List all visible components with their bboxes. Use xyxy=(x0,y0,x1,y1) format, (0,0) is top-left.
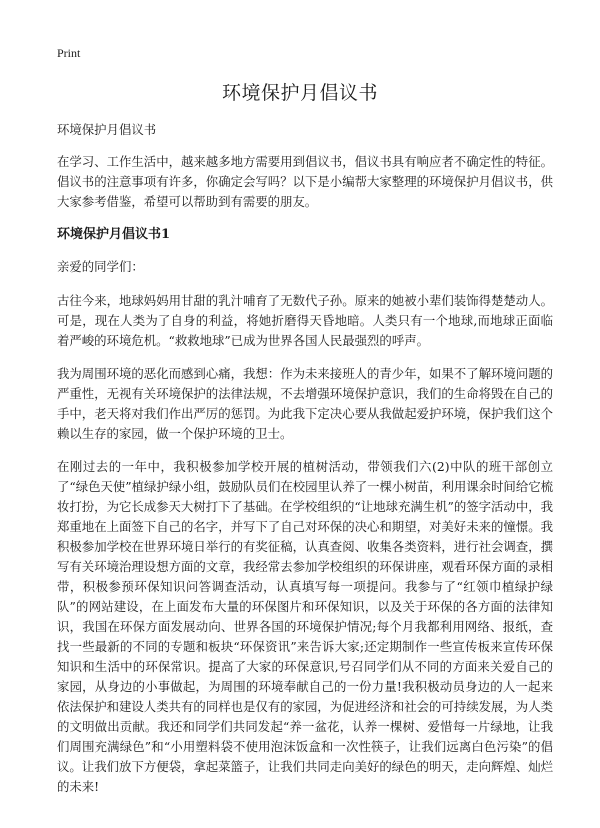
body-paragraph: 在刚过去的一年中，我积极参加学校开展的植树活动，带领我们六(2)中队的班干部创立了“绿色天使”植绿护绿小组，鼓励队员们在校园里认养了一棵小树苗，利用课余时间给它梳妆打扮，为它长成参天大树打下了基础。在学校组织的“让地球充满生机”的签字活动中，我郑重地在上面签下自己的名字，并写下了自己对环保的决心和期望，对美好未来的憧憬。我积极参加学校在世界环境日举行的有奖征稿，认真查阅、收集各类资料，进行社会调查，撰写有关环境治理设想方面的文章，我经常去参加学校组织的环保讲座，观看环保方面的录相带，积极参预环保知识问答调查活动，认真填写每一项提问。我参与了“红领巾植绿护绿队”的网站建设，在上面发布大量的环保图片和环保知识，以及关于环保的各方面的法律知识，我国在环保方面发展动向、世界各国的环境保护情况;每个月我都利用网络、报纸，查找一些最新的不同的专题和板块“环保资讯”来告诉大家;还定期制作一些宣传板来宣传环保知识和生活中的环保常识。提高了大家的环保意识,号召同学们从不同的方面来关爱自己的家园，从身边的小事做起，为周围的环境奉献自己的一份力量!我积极动员身边的人一起来依法保护和建设人类共有的同样也是仅有的家园，为促进经济和社会的可持续发展，为人类的文明做出贡献。我还和同学们共同发起“养一盆花，认养一棵树、爱惜每一片绿地，让我们周围充满绿色”和“小用塑料袋不使用泡沫饭盒和一次性筷子，让我们远离白色污染”的倡议。让我们放下方便袋，拿起菜篮子，让我们共同走向美好的绿色的明天，走向辉煌、灿烂的未来! xyxy=(57,459,553,794)
document-title: 环境保护月倡议书 xyxy=(221,82,378,104)
greeting: 亲爱的同学们： xyxy=(57,259,144,274)
body-paragraph: 古往今来，地球妈妈用甘甜的乳汁哺育了无数代子孙。原来的她被小辈们装饰得楚楚动人。可是，现在人类为了自身的利益，将她折磨得天昏地暗。人类只有一个地球,而地球正面临着严峻的环境危机。“救救地球”已成为世界各国人民最强烈的呼声。 xyxy=(57,293,553,348)
section-heading: 环境保护月倡议书1 xyxy=(57,227,171,242)
intro-paragraph: 在学习、工作生活中，越来越多地方需要用到倡议书，倡议书具有响应者不确定性的特征。倡议书的注意事项有许多，你确定会写吗？以下是小编帮大家整理的环境保护月倡议书，供大家参考借鉴，希望可以帮助到有需要的朋友。 xyxy=(57,154,553,209)
body-paragraph: 我为周围环境的恶化而感到心痛，我想：作为未来接班人的青少年，如果不了解环境问题的严重性，无视有关环境保护的法律法规，不去增强环境保护意识，我们的生命将毁在自己的手中，老天将对我们作出严厉的惩罚。为此我下定决心要从我做起爱护环境，保护我们这个赖以生存的家园，做一个保护环境的卫士。 xyxy=(57,366,553,441)
document-subtitle: 环境保护月倡议书 xyxy=(57,122,157,137)
print-link[interactable]: Print xyxy=(57,46,81,60)
document-body xyxy=(57,120,553,810)
